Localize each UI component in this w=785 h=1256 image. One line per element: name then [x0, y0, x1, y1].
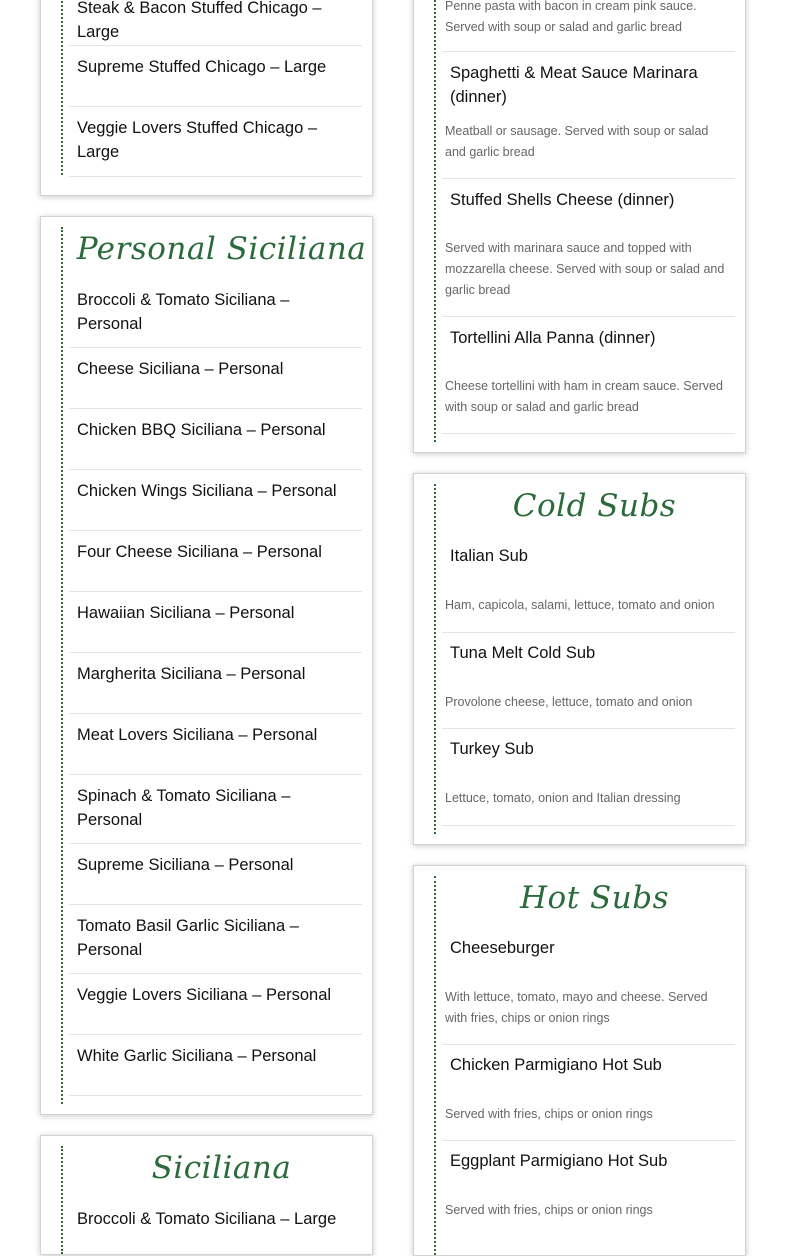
- menu-item[interactable]: [442, 52, 735, 179]
- menu-item-name: Spaghetti & Meat Sauce Marinara (dinner): [450, 64, 698, 106]
- menu-item-description: Served with fries, chips or onion rings: [445, 1203, 653, 1217]
- menu-item-name: Steak & Bacon Stuffed Chicago – Large: [77, 0, 322, 41]
- dotted-rail: [61, 0, 63, 175]
- menu-item-description: Ham, capicola, salami, lettuce, tomato and onion: [445, 598, 715, 612]
- section-title: Hot Subs: [520, 880, 669, 916]
- menu-item[interactable]: [69, 0, 362, 46]
- menu-item[interactable]: [69, 905, 362, 974]
- menu-item-description: Provolone cheese, lettuce, tomato and onion: [445, 695, 693, 709]
- menu-item-name: Supreme Stuffed Chicago – Large: [77, 58, 327, 76]
- stuffed-chicago-card: [40, 0, 373, 196]
- dotted-rail: [61, 227, 63, 1104]
- menu-item-name: Broccoli & Tomato Siciliana – Large: [77, 1210, 337, 1228]
- menu-item-name: Cheese Siciliana – Personal: [77, 360, 284, 378]
- menu-item-name: Tortellini Alla Panna (dinner): [450, 329, 656, 347]
- menu-item[interactable]: [69, 974, 362, 1035]
- menu-item-description: Served with marinara sauce and topped with mozzarella cheese. Served with soup or salad and garlic bread: [445, 241, 725, 297]
- menu-item-name: Cheeseburger: [450, 939, 555, 957]
- menu-item-name: Supreme Siciliana – Personal: [77, 856, 294, 874]
- menu-item-name: Tomato Basil Garlic Siciliana – Personal: [77, 917, 299, 959]
- menu-item[interactable]: [442, 179, 735, 317]
- menu-item-name: Spinach & Tomato Siciliana – Personal: [77, 787, 291, 829]
- menu-item[interactable]: [69, 653, 362, 714]
- menu-item[interactable]: [69, 348, 362, 409]
- menu-item-name: Hawaiian Siciliana – Personal: [77, 604, 295, 622]
- menu-item-name: Veggie Lovers Siciliana – Personal: [77, 986, 332, 1004]
- menu-item-name: Four Cheese Siciliana – Personal: [77, 543, 322, 561]
- menu-item[interactable]: [69, 592, 362, 653]
- menu-item[interactable]: [69, 1206, 362, 1255]
- menu-item-name: Meat Lovers Siciliana – Personal: [77, 726, 318, 744]
- menu-item-name: Tuna Melt Cold Sub: [450, 644, 596, 662]
- menu-item-name: Stuffed Shells Cheese (dinner): [450, 191, 675, 209]
- menu-item-description: Cheese tortellini with ham in cream sauce. Served with soup or salad and garlic bread: [445, 379, 723, 414]
- menu-item[interactable]: [69, 714, 362, 775]
- menu-item-name: Eggplant Parmigiano Hot Sub: [450, 1152, 668, 1170]
- menu-item-name: Margherita Siciliana – Personal: [77, 665, 306, 683]
- dotted-rail: [434, 0, 436, 442]
- menu-item-name: White Garlic Siciliana – Personal: [77, 1047, 317, 1065]
- menu-item-name: Chicken Parmigiano Hot Sub: [450, 1056, 662, 1074]
- menu-item[interactable]: [442, 936, 735, 1045]
- menu-item-description: Meatball or sausage. Served with soup or salad and garlic bread: [445, 124, 709, 159]
- section-title: Cold Subs: [512, 488, 677, 524]
- dinners-card: [413, 0, 746, 453]
- menu-item[interactable]: [442, 1141, 735, 1237]
- menu-item-name: Chicken BBQ Siciliana – Personal: [77, 421, 326, 439]
- section-title: Siciliana: [151, 1150, 292, 1186]
- menu-item-description: Served with fries, chips or onion rings: [445, 1107, 653, 1121]
- menu-item-description: Penne pasta with bacon in cream pink sauce. Served with soup or salad and garlic bread: [445, 0, 697, 34]
- menu-item-name: Chicken Wings Siciliana – Personal: [77, 482, 337, 500]
- menu-item-description: Lettuce, tomato, onion and Italian dressing: [445, 791, 681, 805]
- menu-item[interactable]: [69, 844, 362, 905]
- menu-item[interactable]: [69, 470, 362, 531]
- menu-item[interactable]: [442, 633, 735, 729]
- siciliana-card: [40, 1135, 373, 1255]
- section-title: Personal Siciliana: [76, 231, 367, 267]
- menu-item[interactable]: [69, 409, 362, 470]
- menu-item[interactable]: [69, 531, 362, 592]
- menu-item[interactable]: [442, 0, 735, 52]
- menu-item[interactable]: [69, 46, 362, 107]
- menu-item-name: Turkey Sub: [450, 740, 534, 758]
- menu-item-name: Broccoli & Tomato Siciliana – Personal: [77, 291, 290, 333]
- dotted-rail: [434, 876, 436, 1255]
- menu-item[interactable]: [69, 1035, 362, 1096]
- menu-item[interactable]: [69, 287, 362, 348]
- dotted-rail: [434, 484, 436, 834]
- menu-item-name: Veggie Lovers Stuffed Chicago – Large: [77, 119, 318, 161]
- menu-item-name: Italian Sub: [450, 547, 528, 565]
- menu-item[interactable]: [442, 1045, 735, 1141]
- personal-siciliana-card: [40, 216, 373, 1115]
- cold-subs-card: [413, 473, 746, 845]
- hot-subs-card: [413, 865, 746, 1256]
- menu-item[interactable]: [442, 317, 735, 434]
- menu-item-description: With lettuce, tomato, mayo and cheese. Served with fries, chips or onion rings: [445, 990, 708, 1025]
- menu-item[interactable]: [69, 775, 362, 844]
- menu-item[interactable]: [442, 729, 735, 826]
- menu-item[interactable]: [69, 107, 362, 177]
- menu-item[interactable]: [442, 544, 735, 633]
